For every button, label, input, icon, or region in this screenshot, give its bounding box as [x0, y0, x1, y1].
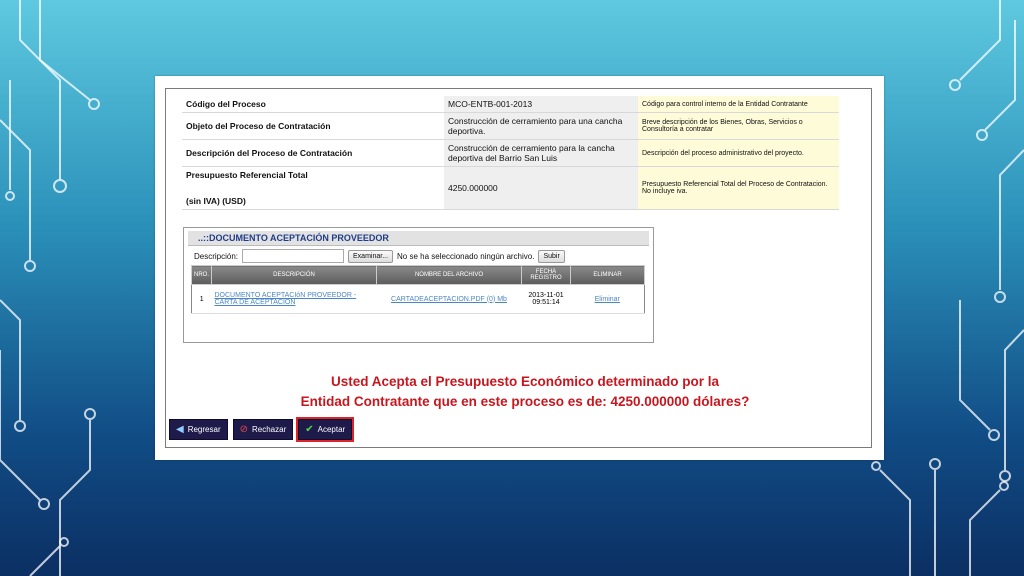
col-nro: NRO. — [192, 266, 212, 285]
process-description-value: Construcción de cerramiento para la cancha deportiva del Barrio San Luis — [444, 140, 638, 167]
no-file-text: No se ha seleccionado ningún archivo. — [397, 251, 535, 261]
browse-button[interactable]: Examinar... — [348, 250, 393, 263]
table-header-row — [192, 266, 645, 285]
budget-label-line1: Presupuesto Referencial Total — [186, 170, 308, 180]
section-title: ..::DOCUMENTO ACEPTACIÓN PROVEEDOR — [188, 231, 649, 246]
arrow-left-icon: ◀ — [176, 423, 184, 435]
budget-help: Presupuesto Referencial Total del Proceso de Contratacion. No incluye iva. — [638, 167, 839, 210]
budget-label-line2: (sin IVA) (USD) — [186, 196, 246, 206]
documents-table — [191, 265, 645, 314]
action-buttons — [169, 419, 352, 440]
accept-button[interactable] — [298, 419, 352, 440]
col-date: FECHA REGISTRO — [522, 266, 571, 285]
prohibited-icon: ⊘ — [239, 423, 248, 435]
budget-value: 4250.000000 — [444, 167, 638, 210]
reject-button-label: Rechazar — [252, 425, 287, 434]
back-button[interactable] — [169, 419, 228, 440]
confirmation-line-1: Usted Acepta el Presupuesto Económico determinado por la — [330, 374, 720, 389]
checkmark-icon: ✔ — [305, 423, 314, 435]
col-description: DESCRIPCIÓN — [212, 266, 377, 285]
register-date: 2013-11-01 09:51:14 — [522, 285, 571, 314]
process-description-label: Descripción del Proceso de Contratación — [182, 140, 444, 167]
process-object-help: Breve descripción de los Bienes, Obras, Servicios o Consultoría a contratar — [638, 113, 839, 140]
budget-label — [182, 167, 444, 210]
process-code-value: MCO-ENTB-001-2013 — [444, 96, 638, 113]
confirmation-line-2: Entidad Contratante que en este proceso es de: 4250.000000 dólares? — [300, 394, 750, 409]
table-row — [192, 285, 645, 314]
process-code-help: Código para control interno de la Entidad Contratante — [638, 96, 839, 113]
delete-link[interactable]: Eliminar — [571, 285, 645, 314]
description-input[interactable] — [242, 249, 344, 263]
process-object-label: Objeto del Proceso de Contratación — [182, 113, 444, 140]
reject-button[interactable] — [233, 419, 294, 440]
table-row — [182, 167, 839, 210]
process-description-help: Descripción del proceso administrativo del proyecto. — [638, 140, 839, 167]
row-nro: 1 — [192, 285, 212, 314]
description-label: Descripción: — [194, 251, 239, 261]
table-row — [182, 96, 839, 113]
accept-button-label: Aceptar — [317, 425, 346, 434]
process-info-table — [182, 96, 839, 210]
process-code-label: Código del Proceso — [182, 96, 444, 113]
upload-button[interactable]: Subir — [538, 250, 564, 263]
back-button-label: Regresar — [187, 425, 221, 434]
col-delete: ELIMINAR — [571, 266, 645, 285]
document-description-link[interactable]: DOCUMENTO ACEPTACIóN PROVEEDOR - CARTA DE ACEPTACION — [212, 285, 377, 314]
document-acceptance-section — [183, 227, 654, 343]
table-row — [182, 140, 839, 167]
col-file-name: NOMBRE DEL ARCHIVO — [377, 266, 522, 285]
screenshot-panel — [155, 76, 884, 460]
process-object-value: Construcción de cerramiento para una cancha deportiva. — [444, 113, 638, 140]
confirmation-question — [285, 372, 765, 412]
table-row — [182, 113, 839, 140]
file-name-link[interactable]: CARTADEACEPTACION.PDF (0) Mb — [377, 285, 522, 314]
upload-row — [194, 249, 569, 263]
